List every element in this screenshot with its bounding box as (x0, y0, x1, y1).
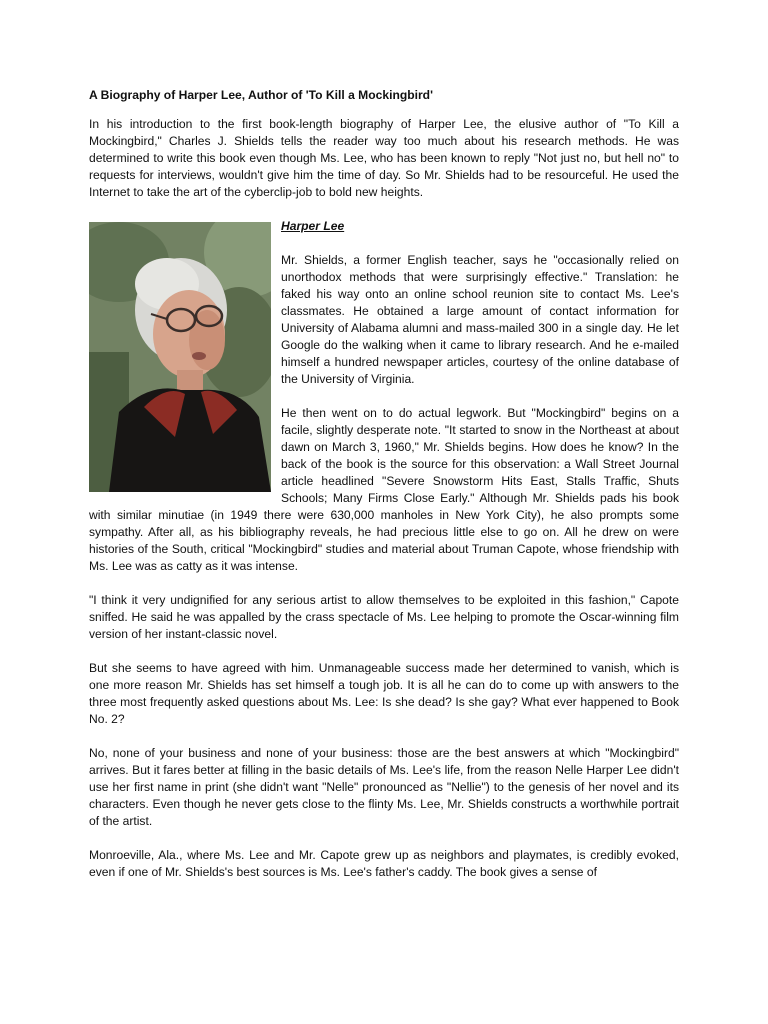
paragraph-intro: In his introduction to the first book-length biography of Harper Lee, the elusive author of "To Kill a Mockingbird," Charles J. Shields tells the reader way too much about his research methods. He was determined to write this book even though Ms. Lee, who has been known to reply "Not just no, but hell no" to requests for interviews, wouldn't give him the time of day. So Mr. Shields had to be resourceful. He used the Internet to take the art of the cyberclip-job to bold new heights. (89, 117, 679, 199)
paragraph-capote-quote: "I think it very undignified for any serious artist to allow themselves to be exploited in this fashion," Capote sniffed. He said he was appalled by the crass spectacle of Ms. Lee helping to promote the Oscar-winning film version of her instant-classic novel. (89, 593, 679, 641)
paragraph-methods: Mr. Shields, a former English teacher, says he "occasionally relied on unorthodox methods that were surprisingly effective." Translation: he faked his way onto an online school reunion site to contact Ms. Lee's classmates. He obtained a large amount of contact information for University of Alabama alumni and mass-mailed 300 in a single day. He let Google do the walking when it came to library research. And he e-mailed himself a hundred newspaper articles, courtesy of the online database of the University of Virginia. (281, 253, 679, 386)
photo-caption: Harper Lee (281, 219, 345, 233)
paragraph-monroeville: Monroeville, Ala., where Ms. Lee and Mr. Capote grew up as neighbors and playmates, is credibly evoked, even if one of Mr. Shields's best sources is Ms. Lee's father's caddy. The book gives a sense of (89, 848, 679, 879)
harper-lee-photo (89, 222, 271, 492)
portrait-illustration (89, 222, 271, 492)
document-page (89, 87, 679, 898)
paragraph-legwork: He then went on to do actual legwork. But "Mockingbird" begins on a facile, slightly desperate note. "It started to snow in the Northeast at about dawn on March 3, 1960," Mr. Shields begins. How does he know? In the back of the book is the source for this observation: a Wall Street Journal article headlined "Severe Snowstorm Hits East, Stalls Traffic, Shuts Schools; Many Firms Close Early." Although Mr. Shields pads his book with similar minutiae (in 1949 there were 630,000 manholes in New York City), he also prompts some sympathy. After all, as his bibliography reveals, he had precious little else to go on. All he drew on were histories of the South, critical "Mockingbird" studies and material about Truman Capote, whose friendship with Ms. Lee was as catty as it was intense. (89, 406, 679, 573)
paragraph-answers: No, none of your business and none of your business: those are the best answers at which "Mockingbird" arrives. But it fares better at filling in the basic details of Ms. Lee's life, from the reason Nelle Harper Lee didn't use her first name in print (she didn't want "Nelle" pronounced as "Nellie") to the genesis of her novel and its characters. Even though he never gets close to the flinty Ms. Lee, Mr. Shields constructs a worthwhile portrait of the artist. (89, 746, 679, 828)
paragraph-vanish: But she seems to have agreed with him. Unmanageable success made her determined to vanish, which is one more reason Mr. Shields has set himself a tough job. It is all he can do to come up with answers to the three most frequently asked questions about Ms. Lee: Is she dead? Is she gay? What ever happened to Book No. 2? (89, 661, 679, 726)
article-title: A Biography of Harper Lee, Author of 'To Kill a Mockingbird' (89, 88, 433, 102)
